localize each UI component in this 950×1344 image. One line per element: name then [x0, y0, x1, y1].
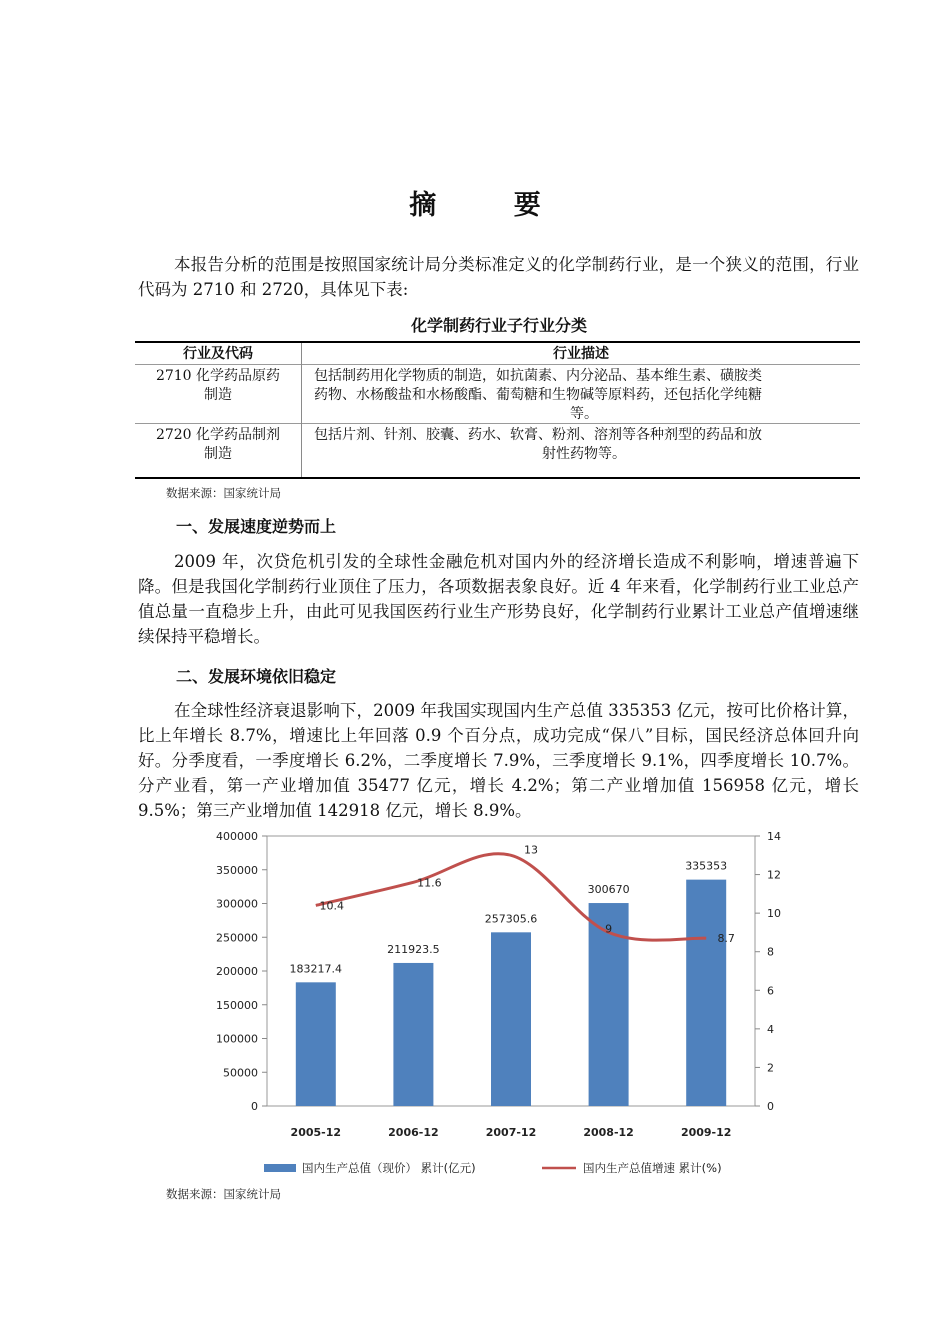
bar-value-label: 211923.5 — [387, 942, 440, 956]
description-line: 射性药物等。 — [542, 446, 626, 462]
industry-code-name: 2720 化学药品制剂 — [155, 427, 281, 443]
table-title: 化学制药行业子行业分类 — [410, 316, 587, 335]
x-axis-category-label: 2009-12 — [680, 1126, 732, 1139]
bar-2005-12 — [296, 982, 336, 1106]
description-line: 包括片剂、针剂、胶囊、药水、软膏、粉剂、溶剂等各种剂型的药品和放 — [314, 427, 762, 443]
table-row — [135, 426, 301, 464]
table-top-rule — [135, 341, 860, 343]
left-axis-tick-label: 400000 — [216, 830, 258, 843]
bar-2009-12 — [686, 880, 726, 1106]
intro-paragraph: 本报告分析的范围是按照国家统计局分类标准定义的化学制药行业，是一个狭义的范围，行业代码为 2710 和 2720，具体见下表: — [138, 255, 859, 299]
right-axis-tick-label: 4 — [767, 1022, 774, 1036]
description-line: 包括制药用化学物质的制造，如抗菌素、内分泌品、基本维生素、磺胺类 — [314, 368, 762, 384]
bar-value-label: 300670 — [587, 883, 630, 897]
x-axis-category-label: 2007-12 — [485, 1126, 537, 1139]
left-axis-tick-label: 0 — [251, 1100, 258, 1113]
line-point-label: 11.6 — [417, 876, 442, 890]
legend-swatch-bar — [264, 1164, 296, 1172]
table-source-note: 数据来源：国家统计局 — [166, 486, 281, 500]
section-heading-1: 一、发展速度逆势而上 — [176, 517, 337, 536]
bar-value-label: 183217.4 — [289, 962, 343, 976]
industry-code-name-cont: 制造 — [204, 446, 232, 462]
table-row — [135, 367, 301, 405]
legend-label-bar: 国内生产总值（现价） 累计(亿元) — [302, 1161, 476, 1175]
industry-code-name-cont: 制造 — [204, 387, 232, 403]
section-2-paragraph: 在全球性经济衰退影响下，2009 年我国实现国内生产总值 335353 亿元，按可比价格计算，比上年增长 8.7%，增速比上年回落 0.9 个百分点，成功完成“保八”目标，国民经济总体回升向好。分季度看，一季度增长 6.2%，二季度增长 7.9%，三季度增长 9.1%，四季度增长 10.7%。分产业看，第一产业增加值 35477 亿元，增长 4.2%；第二产业增加值 156958 亿元，增长 9.5%；第三产业增加值 142918 亿元，增长 8.9%。 — [138, 701, 859, 820]
left-axis-tick-label: 200000 — [216, 965, 258, 978]
line-point-label: 8.7 — [717, 932, 735, 946]
growth-rate-line — [316, 854, 706, 941]
right-axis-tick-label: 10 — [767, 907, 781, 921]
x-axis-category-label: 2008-12 — [583, 1126, 634, 1139]
left-axis-tick-label: 300000 — [216, 897, 258, 911]
line-point-label: 10.4 — [319, 899, 345, 913]
right-axis-tick-label: 12 — [767, 868, 781, 882]
right-axis-tick-label: 8 — [767, 945, 774, 959]
table-header-rule — [135, 364, 860, 365]
gdp-combo-chart — [190, 822, 790, 1187]
left-axis-tick-label: 150000 — [216, 998, 258, 1012]
left-axis-tick-label: 350000 — [216, 863, 258, 877]
table-header-description: 行业描述 — [553, 346, 609, 362]
table-header-code: 行业及代码 — [183, 346, 253, 362]
description-line: 等。 — [570, 406, 598, 422]
chart-source-note: 数据来源：国家统计局 — [166, 1187, 281, 1201]
description-line: 药物、水杨酸盐和水杨酸酯、葡萄糖和生物碱等原料药，还包括化学纯糖 — [314, 387, 762, 403]
x-axis-category-label: 2005-12 — [290, 1126, 342, 1139]
right-axis-tick-label: 6 — [767, 984, 774, 998]
bar-2006-12 — [393, 963, 433, 1106]
page-title: 摘 要 — [409, 190, 575, 221]
legend-label-line: 国内生产总值增速 累计(%) — [583, 1161, 722, 1175]
table-row-description — [314, 367, 854, 424]
right-axis-tick-label: 0 — [767, 1100, 774, 1113]
bar-value-label: 257305.6 — [484, 912, 538, 926]
right-axis-tick-label: 14 — [767, 830, 781, 843]
line-point-label: 13 — [524, 843, 538, 857]
left-axis-tick-label: 50000 — [223, 1066, 258, 1080]
section-heading-2: 二、发展环境依旧稳定 — [176, 667, 337, 686]
table-bottom-rule — [135, 477, 860, 479]
left-axis-tick-label: 250000 — [216, 931, 258, 945]
industry-code-name: 2710 化学药品原药 — [155, 368, 281, 384]
bar-value-label: 335353 — [685, 859, 728, 873]
bar-2007-12 — [491, 932, 531, 1106]
line-point-label: 9 — [605, 922, 613, 936]
x-axis-category-label: 2006-12 — [388, 1126, 439, 1139]
left-axis-tick-label: 100000 — [216, 1032, 258, 1046]
section-1-paragraph: 2009 年，次贷危机引发的全球性金融危机对国内外的经济增长造成不利影响，增速普遍下降。但是我国化学制药行业顶住了压力，各项数据表象良好。近 4 年来看，化学制药行业工业总产值总量一直稳步上升，由此可见我国医药行业生产形势良好，化学制药行业累计工业总产值增速继续保持平稳增长。 — [138, 552, 859, 646]
right-axis-tick-label: 2 — [767, 1061, 774, 1075]
table-row-description — [314, 426, 854, 464]
